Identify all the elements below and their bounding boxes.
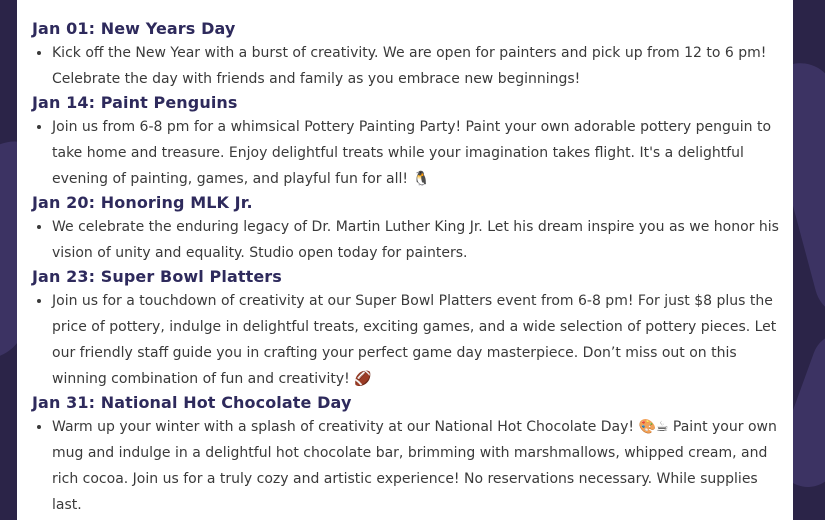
event-description — [52, 414, 784, 518]
event-description-list — [32, 214, 784, 266]
event-title: Jan 01: New Years Day — [32, 19, 236, 38]
event-title: Jan 20: Honoring MLK Jr. — [32, 193, 253, 212]
event-description-list — [32, 40, 784, 92]
football-icon: 🏈 — [354, 371, 372, 387]
events-card — [17, 0, 793, 520]
event-description-text: We celebrate the enduring legacy of Dr. Martin Luther King Jr. Let his dream inspire you as we honor his vision of unity and equality. Studio open today for painters. — [52, 219, 779, 261]
event-description-text: Join us from 6-8 pm for a whimsical Pottery Painting Party! Paint your own adorable pottery penguin to take home and treasure. Enjoy delightful treats while your imagination takes flight. It's a delightful evening of painting, games, and playful fun for all! — [52, 119, 772, 187]
event-description — [52, 40, 784, 92]
event-description-text: Kick off the New Year with a burst of creativity. We are open for painters and pick up from 12 to 6 pm! Celebrate the day with friends and family as you embrace new beginnings! — [52, 45, 767, 87]
event-title: Jan 14: Paint Penguins — [32, 93, 238, 112]
event-description-list — [32, 288, 784, 392]
event-title: Jan 23: Super Bowl Platters — [32, 267, 282, 286]
penguin-icon: 🐧 — [412, 171, 430, 187]
events-list — [17, 0, 784, 518]
event-description-text: Warm up your winter with a splash of creativity at our National Hot Chocolate Day! 🎨☕ Paint your own mug and indulge in a delightful hot chocolate bar, brimming with marshmallows, whipped cream, and rich cocoa. Join us for a truly cozy and artistic experience! No reservations necessary. While supplies last. — [52, 419, 777, 513]
event-description — [52, 214, 784, 266]
event-description-list — [32, 414, 784, 518]
event-title: Jan 31: National Hot Chocolate Day — [32, 393, 352, 412]
event-description — [52, 114, 784, 192]
event-description-list — [32, 114, 784, 192]
event-description-text: Join us for a touchdown of creativity at our Super Bowl Platters event from 6-8 pm! For just $8 plus the price of pottery, indulge in delightful treats, exciting games, and a wide selection of pottery pieces. Let our friendly staff guide you in crafting your perfect game day masterpiece. Don’t miss out on this winning combination of fun and creativity! — [52, 293, 777, 387]
event-description — [52, 288, 784, 392]
